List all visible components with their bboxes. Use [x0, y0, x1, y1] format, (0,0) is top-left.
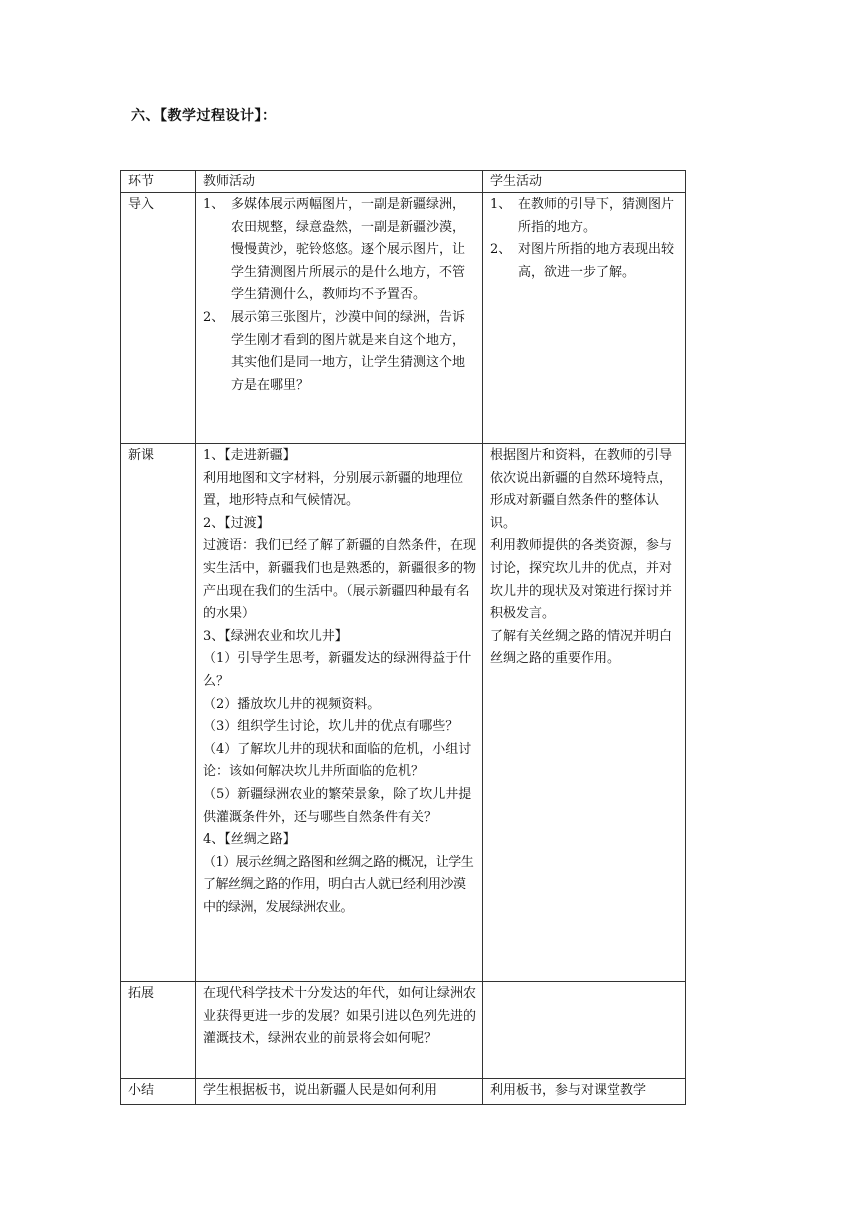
paragraph: （1）引导学生思考，新疆发达的绿洲得益于什么？: [203, 651, 472, 689]
stage-cell: 新课: [121, 444, 196, 982]
stage-cell: 小结: [121, 1079, 196, 1105]
table-header-row: [121, 171, 686, 193]
student-activity-cell: [483, 982, 686, 1079]
student-step: 1、 在教师的引导下，猜测图片所指的地方。: [490, 197, 675, 235]
teacher-activity-cell: [196, 193, 483, 444]
stage-cell: 拓展: [121, 982, 196, 1079]
paragraph: （4）了解坎儿井的现状和面临的危机，小组讨论：该如何解决坎儿井所面临的危机？: [203, 741, 472, 780]
paragraph: 根据图片和资料，在教师的引导依次说出新疆的自然环境特点，形成对新疆自然条件的整体认识。: [490, 448, 673, 531]
teaching-process-table: [120, 170, 686, 1105]
table-row-extension: [121, 982, 686, 1079]
paragraph: 了解有关丝绸之路的情况并明白丝绸之路的重要作用。: [490, 628, 673, 667]
paragraph: 利用教师提供的各类资源，参与讨论，探究坎儿井的优点，并对坎儿井的现状及对策进行探讨并积极发言。: [490, 538, 673, 622]
section-heading: 六、【教学过程设计】：: [131, 108, 277, 124]
table-row-intro: [121, 193, 686, 444]
paragraph: （1）展示丝绸之路图和丝绸之路的概况，让学生了解丝绸之路的作用，明白古人就已经利用沙漠中的绿洲，发展绿洲农业。: [203, 854, 474, 915]
table-row-new-lesson: [121, 444, 686, 982]
teacher-activity-cell: [196, 444, 483, 982]
teacher-step: 1、 多媒体展示两幅图片，一副是新疆绿洲，农田规整，绿意盎然，一副是新疆沙漠，慢慢黄沙，驼铃悠悠。逐个展示图片，让学生猜测图片所展示的是什么地方，不管学生猜测什么，教师均不予置否。: [203, 197, 466, 303]
table-row-summary: [121, 1079, 686, 1105]
paragraph: （2）播放坎儿井的视频资料。: [203, 696, 381, 712]
teacher-activity-cell: 学生根据板书，说出新疆人民是如何利用: [196, 1079, 483, 1105]
teacher-step: 2、 展示第三张图片，沙漠中间的绿洲，告诉学生刚才看到的图片就是来自这个地方，其实他们是同一地方，让学生猜测这个地方是在哪里？: [203, 309, 466, 393]
subsection-title: 2、【过渡】: [203, 515, 270, 531]
paragraph: （5）新疆绿洲农业的繁荣景象，除了坎儿井提供灌溉条件外，还与哪些自然条件有关？: [203, 786, 472, 825]
header-stage: 环节: [121, 171, 196, 193]
stage-cell: 导入: [121, 193, 196, 444]
subsection-title: 4、【丝绸之路】: [203, 832, 296, 848]
header-student-activity: 学生活动: [483, 171, 686, 193]
header-teacher-activity: 教师活动: [196, 171, 483, 193]
teacher-activity-cell: 在现代科学技术十分发达的年代，如何让绿洲农业获得更进一步的发展？如果引进以色列先进的灌溉技术，绿洲农业的前景将会如何呢？: [196, 982, 483, 1079]
subsection-title: 3、【绿洲农业和坎儿井】: [203, 628, 348, 644]
student-activity-cell: 利用板书，参与对课堂教学: [483, 1079, 686, 1105]
student-activity-cell: [483, 193, 686, 444]
student-step: 2、 对图片所指的地方表现出较高，欲进一步了解。: [490, 242, 675, 280]
paragraph: 利用地图和文字材料，分别展示新疆的地理位置，地形特点和气候情况。: [203, 470, 464, 509]
subsection-title: 1、【走进新疆】: [203, 448, 296, 463]
student-activity-cell: [483, 444, 686, 982]
paragraph: 过渡语：我们已经了解了新疆的自然条件，在现实生活中，新疆我们也是熟悉的，新疆很多的物产出现在我们的生活中。（展示新疆四种最有名的水果）: [203, 538, 477, 622]
paragraph: （3）组织学生讨论，坎儿井的优点有哪些？: [203, 719, 459, 735]
